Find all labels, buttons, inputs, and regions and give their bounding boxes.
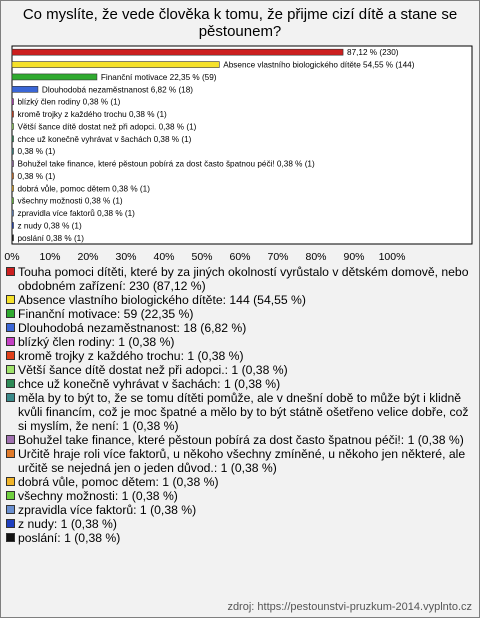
legend-label: blízký člen rodiny: 1 (0,38 %) xyxy=(18,335,175,349)
legend-label: Absence vlastního biologického dítěte: 144 (54,55 %) xyxy=(18,293,306,307)
legend-item xyxy=(5,349,475,363)
bar-2 xyxy=(12,74,97,80)
legend-swatch xyxy=(6,435,15,444)
legend-item xyxy=(5,335,475,349)
bar-label-0: 87,12 % (230) xyxy=(347,48,399,58)
bar-13 xyxy=(12,210,14,216)
legend-swatch xyxy=(6,533,15,542)
legend-label: poslání: 1 (0,38 %) xyxy=(18,531,121,545)
bar-label-1: Absence vlastního biologického dítěte 54,55 % (144) xyxy=(223,60,415,70)
bar-15 xyxy=(12,235,14,241)
legend-swatch xyxy=(6,337,15,346)
bar-label-8: 0,38 % (1) xyxy=(17,147,56,157)
x-tick-label: 20% xyxy=(77,251,99,263)
legend-swatch xyxy=(6,295,15,304)
legend-item xyxy=(5,517,475,531)
bar-label-2: Finanční motivace 22,35 % (59) xyxy=(100,72,217,82)
legend-swatch xyxy=(6,323,15,332)
legend-item xyxy=(5,503,475,517)
legend-label: Dlouhodobá nezaměstnanost: 18 (6,82 %) xyxy=(18,321,247,335)
legend-label: všechny možnosti: 1 (0,38 %) xyxy=(18,489,178,503)
chart-title: Co myslíte, že vede člověka k tomu, že přijme cizí dítě a stane se pěstounem? xyxy=(22,6,458,40)
x-tick-label: 40% xyxy=(153,251,175,263)
bar-1 xyxy=(12,62,219,68)
bar-chart xyxy=(0,0,480,265)
legend-label: dobrá vůle, pomoc dětem: 1 (0,38 %) xyxy=(18,475,219,489)
x-tick-label: 100% xyxy=(378,251,406,263)
legend-item xyxy=(5,447,475,475)
bar-label-9: Bohužel take finance, které pěstoun pobírá za dost často špatnou péči! 0,38 % (1) xyxy=(17,159,315,169)
legend-label: Bohužel take finance, které pěstoun pobírá za dost často špatnou péči!: 1 (0,38 %) xyxy=(18,433,464,447)
legend-label: kromě trojky z každého trochu: 1 (0,38 %) xyxy=(18,349,244,363)
bar-label-4: blízký člen rodiny 0,38 % (1) xyxy=(17,97,121,107)
legend-swatch xyxy=(6,267,15,276)
legend-swatch xyxy=(6,379,15,388)
bar-12 xyxy=(12,198,14,204)
x-tick-label: 90% xyxy=(343,251,365,263)
legend-label: zpravidla více faktorů: 1 (0,38 %) xyxy=(18,503,197,517)
legend-label: Určitě hraje roli více faktorů, u někoho všechny zmíněné, u někoho jen některé, ale určitě se nejedná jen o jeden důvod.: 1 (0,38 %) xyxy=(18,447,466,475)
bar-label-3: Dlouhodobá nezaměstnanost 6,82 % (18) xyxy=(41,85,194,95)
legend-swatch xyxy=(6,351,15,360)
legend-label: Větší šance dítě dostat než při adopci.: 1 (0,38 %) xyxy=(18,363,288,377)
legend-swatch xyxy=(6,393,15,402)
legend-item xyxy=(5,265,475,293)
bar-label-6: Větší šance dítě dostat než při adopci. 0,38 % (1) xyxy=(17,122,197,132)
bar-label-12: všechny možnosti 0,38 % (1) xyxy=(17,196,123,206)
legend-item xyxy=(5,307,475,321)
legend-label: měla by to být to, že se tomu dítěti pomůže, ale v dnešní době to může být i klidně kvůli financím, což je moc špatné a mělo by to být státně ošetřeno velice dobře, což si myslím, že není: 1 (0,38 %) xyxy=(18,391,469,433)
x-tick-label: 80% xyxy=(305,251,327,263)
bar-6 xyxy=(12,123,14,129)
x-tick-label: 10% xyxy=(39,251,61,263)
legend-item xyxy=(5,391,475,433)
legend-label: Finanční motivace: 59 (22,35 %) xyxy=(18,307,194,321)
legend-item xyxy=(5,377,475,391)
legend-label: z nudy: 1 (0,38 %) xyxy=(18,517,117,531)
bar-label-14: z nudy 0,38 % (1) xyxy=(17,221,82,231)
bar-label-7: chce už konečně vyhrávat v šachách 0,38 % (1) xyxy=(17,134,192,144)
legend-swatch xyxy=(6,477,15,486)
bar-label-15: poslání 0,38 % (1) xyxy=(17,233,84,243)
x-tick-label: 0% xyxy=(4,251,20,263)
bar-8 xyxy=(12,148,14,154)
bar-label-10: 0,38 % (1) xyxy=(17,171,56,181)
bar-14 xyxy=(12,222,14,228)
legend-swatch xyxy=(6,505,15,514)
legend-item xyxy=(5,363,475,377)
legend-item xyxy=(5,321,475,335)
bar-label-11: dobrá vůle, pomoc dětem 0,38 % (1) xyxy=(17,184,150,194)
bar-10 xyxy=(12,173,14,179)
bar-11 xyxy=(12,185,14,191)
legend-swatch xyxy=(6,519,15,528)
legend-item xyxy=(5,531,475,545)
chart-legend xyxy=(5,265,475,545)
legend-label: chce už konečně vyhrávat v šachách: 1 (0,38 %) xyxy=(18,377,281,391)
legend-item xyxy=(5,433,475,447)
legend-item xyxy=(5,293,475,307)
source-note: zdroj: https://pestounstvi-pruzkum-2014.vyplnto.cz xyxy=(227,601,472,613)
bar-5 xyxy=(12,111,14,117)
bar-label-13: zpravidla více faktorů 0,38 % (1) xyxy=(17,209,135,219)
bar-3 xyxy=(12,86,38,92)
legend-swatch xyxy=(6,491,15,500)
x-tick-label: 30% xyxy=(115,251,137,263)
legend-item xyxy=(5,489,475,503)
legend-label: Touha pomoci dítěti, které by za jiných okolností vyrůstalo v dětském domově, nebo obdobném zařízení: 230 (87,12 %) xyxy=(18,265,469,293)
bar-0 xyxy=(12,49,343,55)
legend-swatch xyxy=(6,365,15,374)
bar-label-5: kromě trojky z každého trochu 0,38 % (1) xyxy=(17,110,167,120)
bar-7 xyxy=(12,136,14,142)
legend-item xyxy=(5,475,475,489)
legend-swatch xyxy=(6,449,15,458)
legend-swatch xyxy=(6,309,15,318)
x-tick-label: 70% xyxy=(267,251,289,263)
x-tick-label: 60% xyxy=(229,251,251,263)
x-tick-label: 50% xyxy=(191,251,213,263)
bar-9 xyxy=(12,161,14,167)
bar-4 xyxy=(12,99,14,105)
